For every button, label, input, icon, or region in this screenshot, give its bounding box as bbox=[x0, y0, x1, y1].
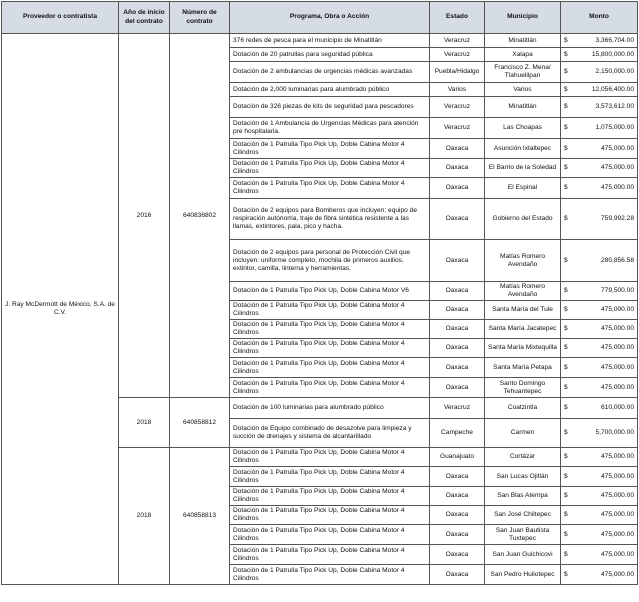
municipio-cell: Santa María Jacatepec bbox=[485, 320, 561, 339]
currency-symbol: $ bbox=[561, 199, 574, 240]
currency-symbol: $ bbox=[561, 139, 574, 159]
numero-contrato-cell: 640858813 bbox=[170, 448, 230, 585]
municipio-cell: Santa María Mixtequilla bbox=[485, 339, 561, 358]
programa-cell: 376 redes de pesca para el municipio de Minatitlán bbox=[230, 34, 430, 48]
municipio-cell: Santa María Petapa bbox=[485, 358, 561, 378]
col-header-programa: Programa, Obra o Acción bbox=[230, 2, 430, 34]
currency-symbol: $ bbox=[561, 159, 574, 178]
currency-symbol: $ bbox=[561, 398, 574, 419]
municipio-cell: Minatitlán bbox=[485, 97, 561, 118]
anio-cell: 2016 bbox=[119, 34, 170, 398]
monto-cell: 475,000.00 bbox=[574, 358, 638, 378]
monto-cell: 12,056,400.00 bbox=[574, 83, 638, 97]
municipio-cell: El Espinal bbox=[485, 178, 561, 199]
estado-cell: Campeche bbox=[430, 419, 485, 448]
currency-symbol: $ bbox=[561, 118, 574, 139]
estado-cell: Oaxaca bbox=[430, 282, 485, 301]
monto-cell: 475,000.00 bbox=[574, 545, 638, 565]
programa-cell: Dotación de 20 patrullas para seguridad pública bbox=[230, 48, 430, 62]
currency-symbol: $ bbox=[561, 339, 574, 358]
col-header-anio: Año de inicio del contrato bbox=[119, 2, 170, 34]
estado-cell: Oaxaca bbox=[430, 506, 485, 525]
programa-cell: Dotación de 1 Patrulla Tipo Pick Up, Doble Cabina Motor V6 bbox=[230, 282, 430, 301]
municipio-cell: San Pedro Huilotepec bbox=[485, 565, 561, 585]
monto-cell: 759,992.28 bbox=[574, 199, 638, 240]
table-body bbox=[2, 34, 638, 585]
programa-cell: Dotación de 1 Patrulla Tipo Pick Up, Doble Cabina Motor 4 Cilindros bbox=[230, 139, 430, 159]
programa-cell: Dotación de 2 ambulancias de urgencias médicas avanzadas bbox=[230, 62, 430, 83]
currency-symbol: $ bbox=[561, 565, 574, 585]
municipio-cell: Xalapa bbox=[485, 48, 561, 62]
estado-cell: Oaxaca bbox=[430, 487, 485, 506]
monto-cell: 15,800,000.00 bbox=[574, 48, 638, 62]
programa-cell: Dotación de 1 Patrulla Tipo Pick Up, Doble Cabina Motor 4 Cilindros bbox=[230, 448, 430, 467]
programa-cell: Dotación de 1 Patrulla Tipo Pick Up, Doble Cabina Motor 4 Cilindros bbox=[230, 378, 430, 398]
estado-cell: Varios bbox=[430, 83, 485, 97]
programa-cell: Dotación de 1 Patrulla Tipo Pick Up, Doble Cabina Motor 4 Cilindros bbox=[230, 506, 430, 525]
municipio-cell: Cortázar bbox=[485, 448, 561, 467]
programa-cell: Dotación de 1 Patrulla Tipo Pick Up, Doble Cabina Motor 4 Cilindros bbox=[230, 301, 430, 320]
municipio-cell: Santo Domingo Tehuantepec bbox=[485, 378, 561, 398]
programa-cell: Dotación de 1 Patrulla Tipo Pick Up, Doble Cabina Motor 4 Cilindros bbox=[230, 565, 430, 585]
municipio-cell: Minatitlán bbox=[485, 34, 561, 48]
programa-cell: Dotación de 1 Patrulla Tipo Pick Up, Doble Cabina Motor 4 Cilindros bbox=[230, 358, 430, 378]
municipio-cell: Gobierno del Estado bbox=[485, 199, 561, 240]
currency-symbol: $ bbox=[561, 48, 574, 62]
monto-cell: 475,000.00 bbox=[574, 139, 638, 159]
programa-cell: Dotación de 1 Patrulla Tipo Pick Up, Doble Cabina Motor 4 Cilindros bbox=[230, 487, 430, 506]
currency-symbol: $ bbox=[561, 419, 574, 448]
programa-cell: Dotación de 1 Patrulla Tipo Pick Up, Doble Cabina Motor 4 Cilindros bbox=[230, 339, 430, 358]
programa-cell: Dotación de 1 Patrulla Tipo Pick Up, Doble Cabina Motor 4 Cilindros bbox=[230, 320, 430, 339]
monto-cell: 475,000.00 bbox=[574, 525, 638, 545]
monto-cell: 475,000.00 bbox=[574, 159, 638, 178]
estado-cell: Veracruz bbox=[430, 48, 485, 62]
programa-cell: Dotación de 2,000 luminarias para alumbrado público bbox=[230, 83, 430, 97]
currency-symbol: $ bbox=[561, 282, 574, 301]
monto-cell: 779,500.00 bbox=[574, 282, 638, 301]
currency-symbol: $ bbox=[561, 448, 574, 467]
monto-cell: 475,000.00 bbox=[574, 506, 638, 525]
monto-cell: 3,366,704.00 bbox=[574, 34, 638, 48]
monto-cell: 3,573,612.00 bbox=[574, 97, 638, 118]
col-header-numero: Número de contrato bbox=[170, 2, 230, 34]
municipio-cell: San Juan Guichicovi bbox=[485, 545, 561, 565]
estado-cell: Oaxaca bbox=[430, 378, 485, 398]
municipio-cell: Las Choapas bbox=[485, 118, 561, 139]
municipio-cell: Santa María del Tule bbox=[485, 301, 561, 320]
currency-symbol: $ bbox=[561, 178, 574, 199]
monto-cell: 475,000.00 bbox=[574, 448, 638, 467]
municipio-cell: San Blas Atempa bbox=[485, 487, 561, 506]
monto-cell: 280,856.58 bbox=[574, 240, 638, 282]
currency-symbol: $ bbox=[561, 97, 574, 118]
programa-cell: Dotación de 2 equipos para Bomberos que incluyen: equipo de respiración autónoma, traje de fibra sintética resistente a las llamas, extintores, pala, pico y hacha. bbox=[230, 199, 430, 240]
currency-symbol: $ bbox=[561, 83, 574, 97]
estado-cell: Oaxaca bbox=[430, 467, 485, 487]
anio-cell: 2018 bbox=[119, 398, 170, 448]
estado-cell: Oaxaca bbox=[430, 159, 485, 178]
estado-cell: Oaxaca bbox=[430, 320, 485, 339]
programa-cell: Dotación de 100 luminarias para alumbrado público bbox=[230, 398, 430, 419]
monto-cell: 475,000.00 bbox=[574, 467, 638, 487]
estado-cell: Oaxaca bbox=[430, 358, 485, 378]
currency-symbol: $ bbox=[561, 301, 574, 320]
estado-cell: Oaxaca bbox=[430, 525, 485, 545]
estado-cell: Oaxaca bbox=[430, 240, 485, 282]
estado-cell: Oaxaca bbox=[430, 565, 485, 585]
numero-contrato-cell: 640858812 bbox=[170, 398, 230, 448]
monto-cell: 475,000.00 bbox=[574, 378, 638, 398]
currency-symbol: $ bbox=[561, 320, 574, 339]
programa-cell: Dotación de 1 Patrulla Tipo Pick Up, Doble Cabina Motor 4 Cilindros bbox=[230, 467, 430, 487]
currency-symbol: $ bbox=[561, 240, 574, 282]
monto-cell: 475,000.00 bbox=[574, 320, 638, 339]
currency-symbol: $ bbox=[561, 545, 574, 565]
estado-cell: Oaxaca bbox=[430, 301, 485, 320]
municipio-cell: Varios bbox=[485, 83, 561, 97]
monto-cell: 1,075,000.00 bbox=[574, 118, 638, 139]
estado-cell: Guanajuato bbox=[430, 448, 485, 467]
monto-cell: 475,000.00 bbox=[574, 178, 638, 199]
programa-cell: Dotación de 1 Patrulla Tipo Pick Up, Doble Cabina Motor 4 Cilindros bbox=[230, 525, 430, 545]
monto-cell: 475,000.00 bbox=[574, 565, 638, 585]
estado-cell: Veracruz bbox=[430, 34, 485, 48]
currency-symbol: $ bbox=[561, 506, 574, 525]
programa-cell: Dotación de 2 equipos para personal de Protección Civil que incluyen: uniforme completo, mochila de primeros auxilios, extintor, camilla, linterna y herramientas. bbox=[230, 240, 430, 282]
estado-cell: Oaxaca bbox=[430, 545, 485, 565]
programa-cell: Dotación de 1 Patrulla Tipo Pick Up, Doble Cabina Motor 4 Cilindros bbox=[230, 178, 430, 199]
currency-symbol: $ bbox=[561, 467, 574, 487]
programa-cell: Dotación de 326 piezas de kits de seguridad para pescadores bbox=[230, 97, 430, 118]
currency-symbol: $ bbox=[561, 34, 574, 48]
estado-cell: Oaxaca bbox=[430, 178, 485, 199]
proveedor-cell: J. Ray McDermott de México, S.A. de C.V. bbox=[2, 34, 119, 585]
monto-cell: 475,000.00 bbox=[574, 301, 638, 320]
municipio-cell: Asunción Ixtaltepec bbox=[485, 139, 561, 159]
numero-contrato-cell: 640836802 bbox=[170, 34, 230, 398]
municipio-cell: San José Chiltepec bbox=[485, 506, 561, 525]
monto-cell: 5,700,000.00 bbox=[574, 419, 638, 448]
estado-cell: Oaxaca bbox=[430, 199, 485, 240]
programa-cell: Dotación de 1 Patrulla Tipo Pick Up, Doble Cabina Motor 4 Cilindros bbox=[230, 545, 430, 565]
monto-cell: 475,000.00 bbox=[574, 339, 638, 358]
monto-cell: 475,000.00 bbox=[574, 487, 638, 506]
municipio-cell: Matías Romero Avendaño bbox=[485, 240, 561, 282]
currency-symbol: $ bbox=[561, 358, 574, 378]
col-header-monto: Monto bbox=[561, 2, 638, 34]
currency-symbol: $ bbox=[561, 487, 574, 506]
col-header-estado: Estado bbox=[430, 2, 485, 34]
table-row bbox=[2, 34, 638, 48]
monto-cell: 610,000.00 bbox=[574, 398, 638, 419]
estado-cell: Puebla/Hidalgo bbox=[430, 62, 485, 83]
estado-cell: Oaxaca bbox=[430, 139, 485, 159]
municipio-cell: Carmen bbox=[485, 419, 561, 448]
currency-symbol: $ bbox=[561, 378, 574, 398]
contracts-table bbox=[1, 1, 638, 585]
anio-cell: 2018 bbox=[119, 448, 170, 585]
municipio-cell: Francisco Z. Mena/ Tlahuelilpan bbox=[485, 62, 561, 83]
municipio-cell: El Barrio de la Soledad bbox=[485, 159, 561, 178]
col-header-municipio: Municipio bbox=[485, 2, 561, 34]
programa-cell: Dotación de Equipo combinado de desazolve para limpieza y succión de drenajes y sistema de alcantarillado bbox=[230, 419, 430, 448]
municipio-cell: San Juan Bautista Tuxtepec bbox=[485, 525, 561, 545]
col-header-proveedor: Proveedor o contratista bbox=[2, 2, 119, 34]
estado-cell: Veracruz bbox=[430, 97, 485, 118]
header-row bbox=[2, 2, 638, 34]
monto-cell: 2,150,000.00 bbox=[574, 62, 638, 83]
estado-cell: Veracruz bbox=[430, 398, 485, 419]
estado-cell: Veracruz bbox=[430, 118, 485, 139]
currency-symbol: $ bbox=[561, 525, 574, 545]
estado-cell: Oaxaca bbox=[430, 339, 485, 358]
programa-cell: Dotación de 1 Patrulla Tipo Pick Up, Doble Cabina Motor 4 Cilindros bbox=[230, 159, 430, 178]
municipio-cell: San Lucas Ojitlán bbox=[485, 467, 561, 487]
programa-cell: Dotación de 1 Ambulancia de Urgencias Médicas para atención pre hospitalaria. bbox=[230, 118, 430, 139]
municipio-cell: Coatzintla bbox=[485, 398, 561, 419]
currency-symbol: $ bbox=[561, 62, 574, 83]
municipio-cell: Matías Romero Avendaño bbox=[485, 282, 561, 301]
